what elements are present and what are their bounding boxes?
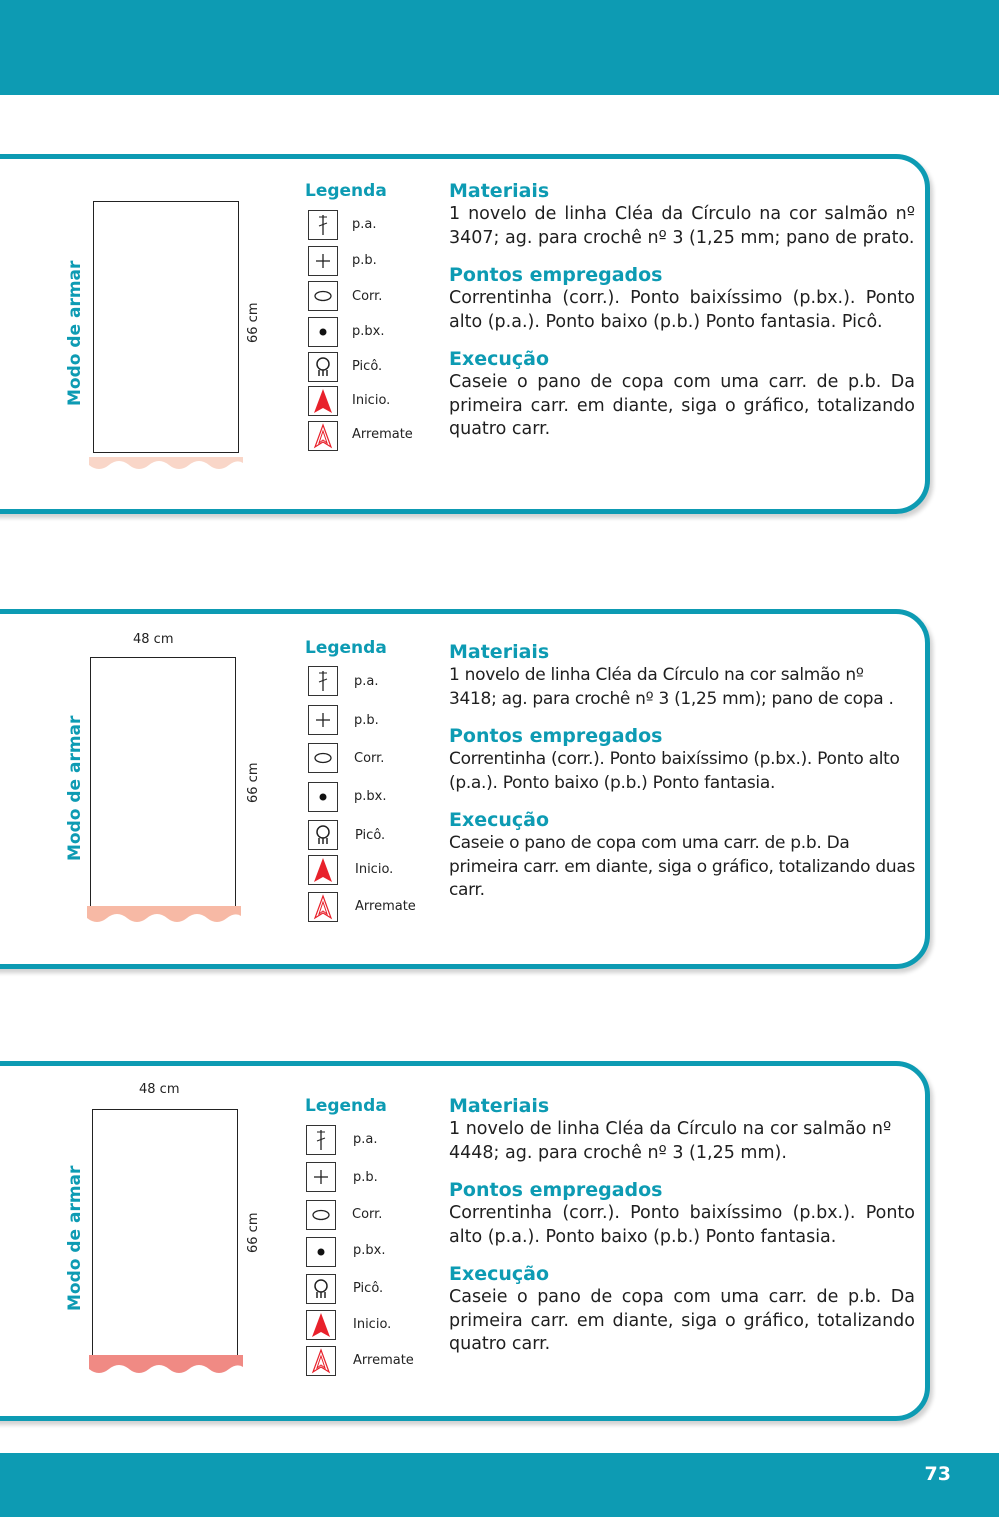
materials-text: 1 novelo de linha Cléa da Círculo na cor salmão nº 4448; ag. para crochê nº 3 (1,25 mm). (449, 1119, 892, 1163)
corr-icon (306, 1200, 336, 1230)
pa-icon (308, 666, 338, 696)
pa-icon (308, 210, 338, 240)
execution-title: Execução (449, 1263, 550, 1285)
corr-icon (308, 743, 338, 773)
side-label: Modo de armar (65, 1165, 85, 1311)
inicio-icon (306, 1310, 336, 1340)
side-label: Modo de armar (65, 715, 85, 861)
project-panel-3 (0, 1061, 930, 1421)
height-dimension: 66 cm (246, 762, 261, 803)
page-number: 73 (924, 1463, 951, 1485)
legend-label-pico: Picô. (355, 828, 386, 843)
pico-icon (308, 352, 338, 382)
legend-label-pbx: p.bx. (353, 1243, 386, 1258)
execution-title: Execução (449, 348, 550, 370)
pb-icon (308, 705, 338, 735)
legend-label-corr: Corr. (352, 289, 383, 304)
legend-label-pa: p.a. (352, 217, 377, 232)
legend-label-pa: p.a. (353, 1132, 378, 1147)
instructions (449, 640, 915, 916)
legend-label-arremate: Arremate (355, 899, 416, 914)
execution-text: Caseie o pano de copa com uma carr. de p.b. Da primeira carr. em diante, siga o gráfico, totalizando duas carr. (449, 833, 916, 900)
materials-text: 1 novelo de linha Cléa da Círculo na cor salmão nº 3418; ag. para crochê nº 3 (1,25 mm); pano de copa . (449, 665, 894, 709)
legend-label-inicio: Inicio. (355, 862, 394, 877)
project-panel-2 (0, 609, 930, 969)
pb-icon (306, 1162, 336, 1192)
execution-text: Caseie o pano de copa com uma carr. de p.b. Da primeira carr. em diante, siga o gráfico, totalizando quatro carr. (449, 1287, 915, 1354)
pa-icon (306, 1125, 336, 1155)
pbx-icon (306, 1237, 336, 1267)
arremate-icon (308, 892, 338, 922)
stitches-title: Pontos empregados (449, 264, 663, 286)
legend-label-pa: p.a. (354, 674, 379, 689)
legend-label-corr: Corr. (354, 751, 385, 766)
width-dimension: 48 cm (139, 1082, 180, 1097)
legend-title: Legenda (305, 1096, 387, 1116)
instructions (449, 1094, 915, 1370)
cloth-diagram (93, 201, 239, 453)
edging-diagram (85, 904, 245, 930)
legend-label-pbx: p.bx. (354, 789, 387, 804)
pico-icon (306, 1274, 336, 1304)
inicio-icon (308, 386, 338, 416)
legend-label-pb: p.b. (352, 253, 377, 268)
materials-title: Materiais (449, 641, 550, 663)
cloth-diagram (92, 1109, 238, 1359)
legend-title: Legenda (305, 181, 387, 201)
pbx-icon (308, 782, 338, 812)
edging-diagram (87, 453, 247, 477)
stitches-title: Pontos empregados (449, 1179, 663, 1201)
legend-label-corr: Corr. (352, 1207, 383, 1222)
legend-label-arremate: Arremate (352, 427, 413, 442)
height-dimension: 66 cm (246, 302, 261, 343)
legend-label-pico: Picô. (353, 1281, 384, 1296)
execution-title: Execução (449, 809, 550, 831)
inicio-icon (308, 855, 338, 885)
legend-title: Legenda (305, 638, 387, 658)
arremate-icon (306, 1346, 336, 1376)
edging-diagram (87, 1353, 247, 1381)
stitches-title: Pontos empregados (449, 725, 663, 747)
stitches-text: Correntinha (corr.). Ponto baixíssimo (p.bx.). Ponto alto (p.a.). Ponto baixo (p.b.) Ponto fantasia. (449, 1203, 915, 1247)
width-dimension: 48 cm (133, 632, 174, 647)
project-panel-1 (0, 154, 930, 514)
height-dimension: 66 cm (246, 1212, 261, 1253)
materials-title: Materiais (449, 180, 550, 202)
legend-label-inicio: Inicio. (352, 393, 391, 408)
bottom-banner (0, 1453, 999, 1517)
execution-text: Caseie o pano de copa com uma carr. de p.b. Da primeira carr. em diante, siga o gráfico, totalizando quatro carr. (449, 372, 915, 439)
legend-label-pb: p.b. (354, 713, 379, 728)
stitches-text: Correntinha (corr.). Ponto baixíssimo (p.bx.). Ponto alto (p.a.). Ponto baixo (p.b.) Ponto fantasia. Picô. (449, 288, 915, 332)
corr-icon (308, 281, 338, 311)
legend-label-pbx: p.bx. (352, 324, 385, 339)
stitches-text: Correntinha (corr.). Ponto baixíssimo (p.bx.). Ponto alto (p.a.). Ponto baixo (p.b.) Ponto fantasia. (449, 749, 900, 793)
pico-icon (308, 820, 338, 850)
side-label: Modo de armar (65, 260, 85, 406)
materials-title: Materiais (449, 1095, 550, 1117)
arremate-icon (308, 421, 338, 451)
pbx-icon (308, 317, 338, 347)
cloth-diagram (90, 657, 236, 909)
instructions (449, 179, 915, 455)
legend-label-inicio: Inicio. (353, 1317, 392, 1332)
pb-icon (308, 246, 338, 276)
legend-label-arremate: Arremate (353, 1353, 414, 1368)
materials-text: 1 novelo de linha Cléa da Círculo na cor salmão nº 3407; ag. para crochê nº 3 (1,25 mm; pano de prato. (449, 204, 915, 248)
legend-label-pb: p.b. (353, 1170, 378, 1185)
top-banner (0, 0, 999, 95)
legend-label-pico: Picô. (352, 359, 383, 374)
